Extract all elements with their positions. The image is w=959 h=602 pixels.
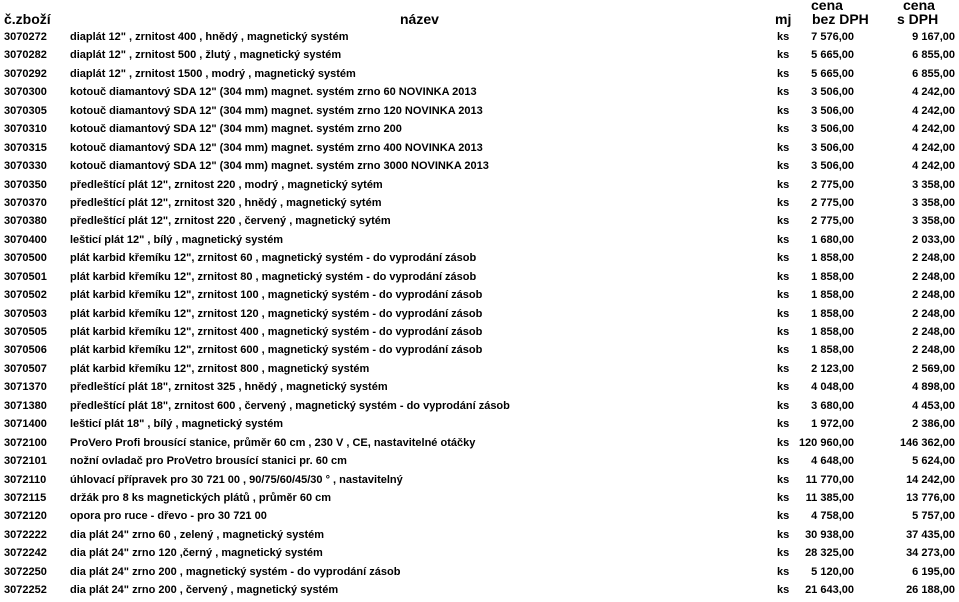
price-excl-vat: 1 858,00 [811,326,854,338]
table-header [0,0,959,27]
product-name: plát karbid křemíku 12", zrnitost 800 , magnetický systém [70,362,370,375]
product-code: 3070300 [4,86,47,99]
product-name: předleštící plát 18", zrnitost 600 , červený , magnetický systém - do vyprodání zásob [70,399,510,412]
price-incl-vat: 4 242,00 [912,160,955,173]
product-code: 3072120 [4,510,47,523]
header-code: č.zboží [4,11,51,27]
table-row [0,194,959,212]
table-row [0,120,959,138]
price-incl-vat: 13 776,00 [906,491,955,504]
table-row [0,46,959,64]
price-incl-vat: 4 242,00 [912,86,955,99]
unit-cell: ks [777,233,790,246]
price-incl-vat: 2 248,00 [912,289,955,302]
product-code: 3072222 [4,528,47,541]
product-code: 3070330 [4,160,47,173]
price-excl-vat: 1 858,00 [811,270,854,283]
product-name: předleštící plát 18", zrnitost 325 , hnědý , magnetický systém [70,381,388,394]
product-name: diaplát 12" , zrnitost 500 , žlutý , magnetický systém [70,49,342,62]
table-row [0,581,959,599]
price-incl-vat: 2 248,00 [912,252,955,265]
product-code: 3070292 [4,67,47,80]
unit-cell: ks [777,491,790,504]
product-code: 3072100 [4,436,47,449]
price-incl-vat: 14 242,00 [906,473,955,486]
product-name: kotouč diamantový SDA 12" (304 mm) magnet. systém zrno 200 [70,123,402,136]
price-incl-vat: 5 757,00 [912,510,955,523]
price-incl-vat: 3 358,00 [912,196,955,209]
product-code: 3072115 [4,491,47,504]
product-code: 3070315 [4,141,47,154]
product-name: plát karbid křemíku 12", zrnitost 600 , magnetický systém - do vyprodání zásob [70,344,483,357]
product-name: plát karbid křemíku 12", zrnitost 60 , magnetický systém - do vyprodání zásob [70,252,477,265]
price-excl-vat: 3 506,00 [811,141,854,154]
unit-cell: ks [777,196,790,209]
price-excl-vat: 4 648,00 [811,455,854,468]
unit-cell: ks [777,547,790,560]
table-row [0,471,959,489]
table-row [0,323,959,341]
table-row [0,231,959,249]
product-name: plát karbid křemíku 12", zrnitost 400 , magnetický systém - do vyprodání zásob [70,326,483,338]
product-code: 3070305 [4,104,47,117]
unit-cell: ks [777,86,790,99]
product-name: úhlovací přípravek pro 30 721 00 , 90/75/60/45/30 ° , nastavitelný [70,473,403,486]
header-unit: mj [775,11,792,27]
header-price-excl-vat-top: cena [811,0,843,13]
header-price-incl-vat-top: cena [903,0,935,13]
unit-cell: ks [777,528,790,541]
price-incl-vat: 2 569,00 [912,362,955,375]
header-price-excl-vat-bottom: bez DPH [812,11,869,27]
table-row [0,268,959,286]
price-incl-vat: 3 358,00 [912,178,955,191]
product-name: opora pro ruce - dřevo - pro 30 721 00 [70,510,267,523]
price-excl-vat: 5 665,00 [811,67,854,80]
table-row [0,83,959,101]
product-code: 3071370 [4,381,47,394]
price-excl-vat: 120 960,00 [798,436,854,449]
price-excl-vat: 1 858,00 [811,252,854,265]
price-incl-vat: 4 242,00 [912,123,955,136]
product-name: kotouč diamantový SDA 12" (304 mm) magnet. systém zrno 120 NOVINKA 2013 [70,104,483,117]
unit-cell: ks [777,270,790,283]
price-incl-vat: 3 358,00 [912,215,955,228]
unit-cell: ks [777,49,790,62]
price-excl-vat: 3 506,00 [811,104,854,117]
product-code: 3071380 [4,399,47,412]
product-code: 3070507 [4,362,47,375]
price-excl-vat: 28 325,00 [805,547,854,560]
product-name: plát karbid křemíku 12", zrnitost 80 , magnetický systém - do vyprodání zásob [70,270,477,283]
table-row [0,563,959,581]
product-name: ProVero Profi brousící stanice, průměr 60 cm , 230 V , CE, nastavitelné otáčky [70,436,476,449]
price-excl-vat: 7 576,00 [811,31,854,43]
price-excl-vat: 2 775,00 [811,178,854,191]
table-row [0,176,959,194]
unit-cell: ks [777,215,790,228]
product-code: 3071400 [4,418,47,431]
unit-cell: ks [777,141,790,154]
product-code: 3070503 [4,307,47,320]
price-excl-vat: 3 680,00 [811,399,854,412]
product-code: 3070272 [4,31,47,43]
product-name: kotouč diamantový SDA 12" (304 mm) magnet. systém zrno 60 NOVINKA 2013 [70,86,477,99]
table-row [0,452,959,470]
price-excl-vat: 4 758,00 [811,510,854,523]
product-code: 3072242 [4,547,47,560]
price-incl-vat: 2 033,00 [912,233,955,246]
unit-cell: ks [777,510,790,523]
product-name: plát karbid křemíku 12", zrnitost 100 , magnetický systém - do vyprodání zásob [70,289,483,302]
price-excl-vat: 1 858,00 [811,344,854,357]
product-name: dia plát 24" zrno 60 , zelený , magnetický systém [70,528,325,541]
product-code: 3070350 [4,178,47,191]
price-excl-vat: 5 665,00 [811,49,854,62]
table-row [0,65,959,83]
price-excl-vat: 21 643,00 [805,584,854,597]
unit-cell: ks [777,67,790,80]
product-name: předleštící plát 12", zrnitost 220 , modrý , magnetický sytém [70,178,383,191]
product-code: 3070370 [4,196,47,209]
product-name: lešticí plát 18" , bílý , magnetický systém [70,418,284,431]
unit-cell: ks [777,307,790,320]
product-name: lešticí plát 12" , bílý , magnetický systém [70,233,284,246]
unit-cell: ks [777,381,790,394]
price-incl-vat: 2 248,00 [912,326,955,338]
table-row [0,341,959,359]
unit-cell: ks [777,123,790,136]
price-incl-vat: 2 248,00 [912,270,955,283]
price-incl-vat: 26 188,00 [906,584,955,597]
table-row [0,378,959,396]
unit-cell: ks [777,436,790,449]
product-name: předleštící plát 12", zrnitost 220 , červený , magnetický sytém [70,215,391,228]
unit-cell: ks [777,455,790,468]
unit-cell: ks [777,104,790,117]
table-row [0,28,959,46]
price-excl-vat: 2 123,00 [811,362,854,375]
product-code: 3072250 [4,565,47,578]
table-row [0,526,959,544]
price-incl-vat: 6 195,00 [912,565,955,578]
product-code: 3072252 [4,584,47,597]
product-code: 3070506 [4,344,47,357]
price-excl-vat: 1 680,00 [811,233,854,246]
product-code: 3070310 [4,123,47,136]
price-incl-vat: 4 898,00 [912,381,955,394]
table-row [0,305,959,323]
unit-cell: ks [777,584,790,597]
product-name: nožní ovladač pro ProVetro brousící stanici pr. 60 cm [70,455,347,468]
table-row [0,415,959,433]
price-excl-vat: 5 120,00 [811,565,854,578]
product-code: 3070500 [4,252,47,265]
price-excl-vat: 4 048,00 [811,381,854,394]
unit-cell: ks [777,565,790,578]
product-name: dia plát 24" zrno 200 , červený , magnetický systém [70,584,339,597]
unit-cell: ks [777,252,790,265]
product-code: 3070501 [4,270,47,283]
table-row [0,212,959,230]
table-row [0,507,959,525]
product-name: dia plát 24" zrno 200 , magnetický systém - do vyprodání zásob [70,565,401,578]
price-excl-vat: 3 506,00 [811,160,854,173]
product-name: kotouč diamantový SDA 12" (304 mm) magnet. systém zrno 400 NOVINKA 2013 [70,141,483,154]
price-excl-vat: 11 770,00 [805,473,854,486]
unit-cell: ks [777,178,790,191]
price-excl-vat: 1 858,00 [811,289,854,302]
price-incl-vat: 34 273,00 [906,547,955,560]
product-name: diaplát 12" , zrnitost 1500 , modrý , magnetický systém [70,67,356,80]
table-row [0,397,959,415]
unit-cell: ks [777,362,790,375]
table-row [0,544,959,562]
product-name: předleštící plát 12", zrnitost 320 , hnědý , magnetický sytém [70,196,382,209]
price-incl-vat: 9 167,00 [912,31,955,43]
price-excl-vat: 30 938,00 [805,528,854,541]
price-incl-vat: 6 855,00 [912,67,955,80]
product-code: 3072101 [4,455,47,468]
table-row [0,249,959,267]
unit-cell: ks [777,326,790,338]
product-name: dia plát 24" zrno 120 ,černý , magnetický systém [70,547,323,560]
unit-cell: ks [777,418,790,431]
table-row [0,157,959,175]
price-incl-vat: 5 624,00 [912,455,955,468]
price-excl-vat: 2 775,00 [811,215,854,228]
unit-cell: ks [777,31,790,43]
unit-cell: ks [777,473,790,486]
product-name: držák pro 8 ks magnetických plátů , průměr 60 cm [70,491,332,504]
product-code: 3070380 [4,215,47,228]
unit-cell: ks [777,160,790,173]
table-row [0,102,959,120]
price-incl-vat: 6 855,00 [912,49,955,62]
price-excl-vat: 3 506,00 [811,123,854,136]
product-code: 3070400 [4,233,47,246]
price-incl-vat: 2 386,00 [912,418,955,431]
product-code: 3070505 [4,326,47,338]
unit-cell: ks [777,344,790,357]
table-row [0,139,959,157]
price-incl-vat: 37 435,00 [906,528,955,541]
table-row [0,489,959,507]
product-code: 3072110 [4,473,47,486]
unit-cell: ks [777,399,790,412]
table-row [0,360,959,378]
price-excl-vat: 2 775,00 [811,196,854,209]
table-row [0,286,959,304]
price-excl-vat: 3 506,00 [811,86,854,99]
header-name: název [400,11,439,27]
price-incl-vat: 4 453,00 [912,399,955,412]
price-excl-vat: 1 972,00 [811,418,854,431]
table-body [0,28,959,600]
product-code: 3070282 [4,49,47,62]
price-excl-vat: 1 858,00 [811,307,854,320]
product-name: kotouč diamantový SDA 12" (304 mm) magnet. systém zrno 3000 NOVINKA 2013 [70,160,489,173]
price-incl-vat: 4 242,00 [912,104,955,117]
unit-cell: ks [777,289,790,302]
product-name: plát karbid křemíku 12", zrnitost 120 , magnetický systém - do vyprodání zásob [70,307,483,320]
product-code: 3070502 [4,289,47,302]
price-incl-vat: 146 362,00 [899,436,955,449]
product-name: diaplát 12" , zrnitost 400 , hnědý , magnetický systém [70,31,349,43]
header-price-incl-vat-bottom: s DPH [897,11,939,27]
price-incl-vat: 4 242,00 [912,141,955,154]
price-incl-vat: 2 248,00 [912,344,955,357]
table-row [0,434,959,452]
price-incl-vat: 2 248,00 [912,307,955,320]
price-excl-vat: 11 385,00 [805,491,854,504]
